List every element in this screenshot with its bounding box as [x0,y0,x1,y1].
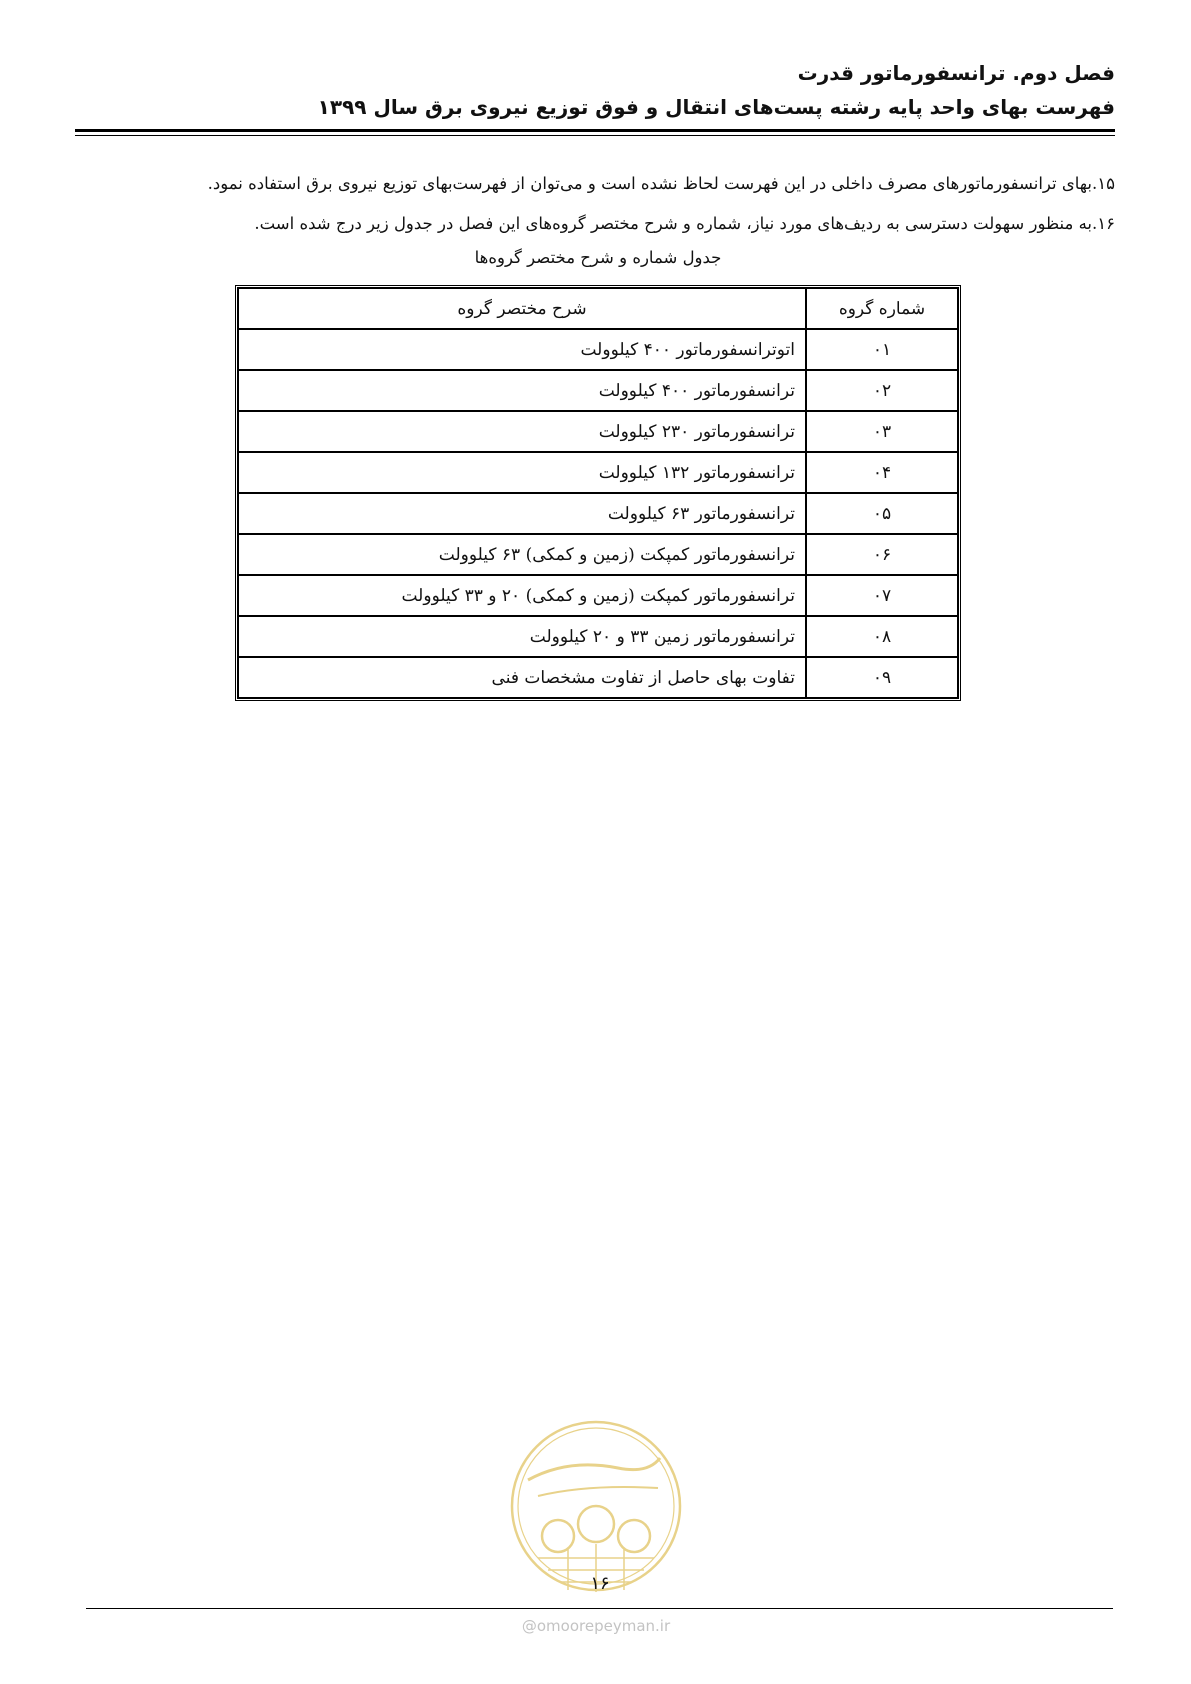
group-description: ترانسفورماتور ۲۳۰ کیلوولت [238,411,806,452]
group-description: ترانسفورماتور ۴۰۰ کیلوولت [238,370,806,411]
table-row [238,493,958,534]
group-number: ۰۶ [806,534,958,575]
group-description: ترانسفورماتور ۶۳ کیلوولت [238,493,806,534]
table-row [238,370,958,411]
table-row [238,329,958,370]
group-number: ۰۷ [806,575,958,616]
table-row [238,657,958,698]
group-number: ۰۴ [806,452,958,493]
group-number: ۰۲ [806,370,958,411]
website-watermark: @omoorepeyman.ir [521,1617,671,1635]
group-description: اتوترانسفورماتور ۴۰۰ کیلوولت [238,329,806,370]
table-row [238,575,958,616]
group-number: ۰۵ [806,493,958,534]
watermark-logo-icon [508,1418,684,1594]
header-group-description: شرح مختصر گروه [238,288,806,329]
page-header [75,56,1115,124]
table-row [238,411,958,452]
group-description: ترانسفورماتور ۱۳۲ کیلوولت [238,452,806,493]
notes-section [75,164,1115,244]
page-number: ۱۶ [590,1573,610,1594]
group-description: تفاوت بهای حاصل از تفاوت مشخصات فنی [238,657,806,698]
header-rule-thin [75,135,1115,136]
footer-rule [86,1608,1113,1609]
groups-table [235,285,961,701]
table-caption: جدول شماره و شرح مختصر گروه‌ها [474,248,722,267]
chapter-title: فصل دوم. ترانسفورماتور قدرت [797,61,1115,85]
header-rule-thick [75,129,1115,132]
note-16: ۱۶.به منظور سهولت دسترسی به ردیف‌های مورد نیاز، شماره و شرح مختصر گروه‌های این فصل در جدول زیر درج شده است. [254,214,1115,233]
group-number: ۰۸ [806,616,958,657]
header-group-number: شماره گروه [806,288,958,329]
group-number: ۰۳ [806,411,958,452]
table-header-row [238,288,958,329]
group-number: ۰۹ [806,657,958,698]
document-title: فهرست بهای واحد پایه رشته پست‌های انتقال و فوق توزیع نیروی برق سال ۱۳۹۹ [317,95,1115,119]
note-15: ۱۵.بهای ترانسفورماتورهای مصرف داخلی در این فهرست لحاظ نشده است و می‌توان از فهرست‌بهای توزیع نیروی برق استفاده نمود. [207,174,1115,193]
group-description: ترانسفورماتور زمین ۳۳ و ۲۰ کیلوولت [238,616,806,657]
group-description: ترانسفورماتور کمپکت (زمین و کمکی) ۶۳ کیلوولت [238,534,806,575]
group-number: ۰۱ [806,329,958,370]
table-row [238,616,958,657]
table-row [238,534,958,575]
group-description: ترانسفورماتور کمپکت (زمین و کمکی) ۲۰ و ۳۳ کیلوولت [238,575,806,616]
table-row [238,452,958,493]
